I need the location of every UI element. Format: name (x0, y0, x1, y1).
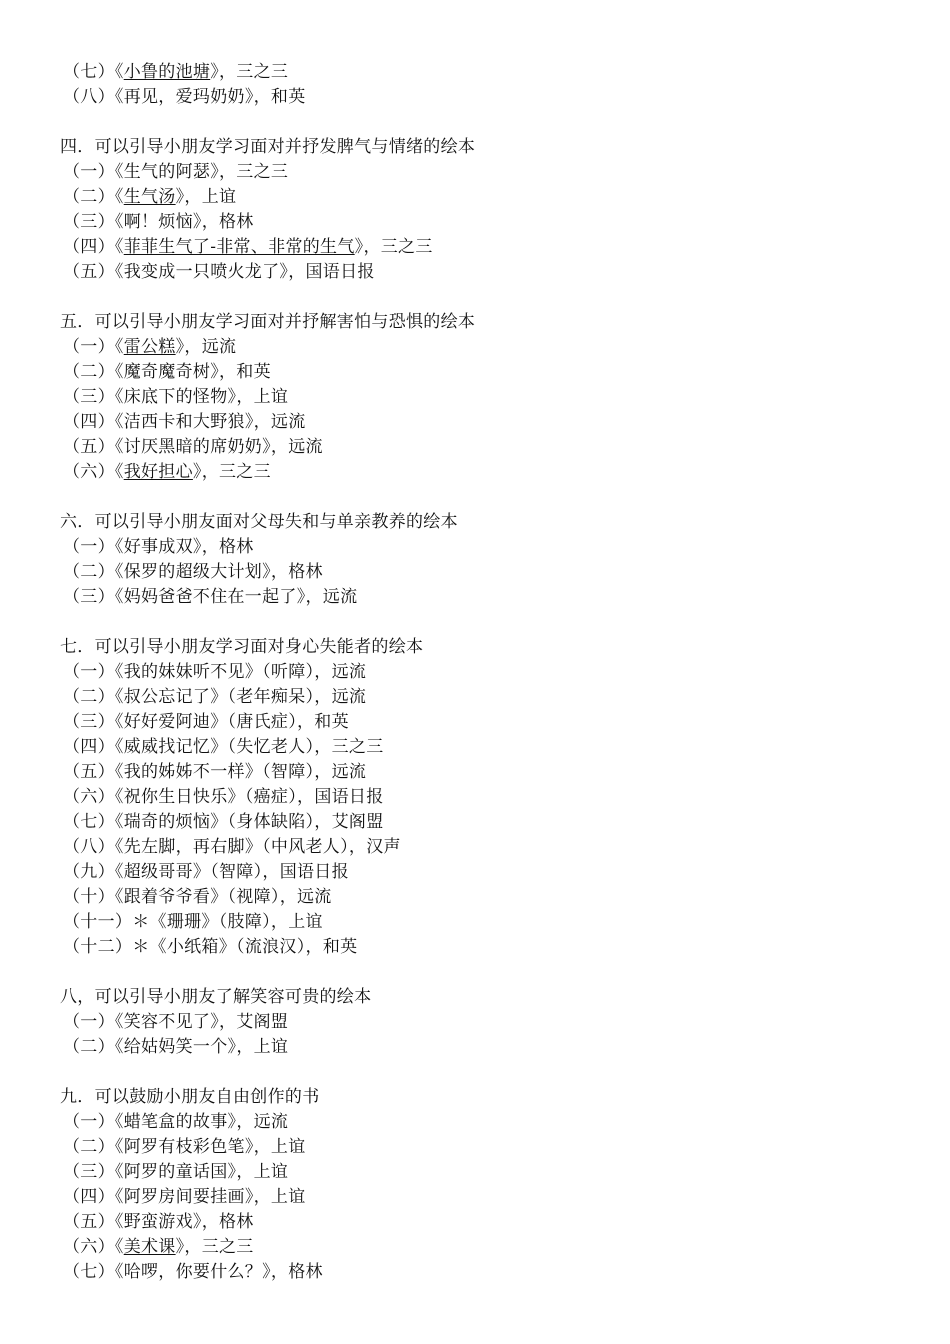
section-spacer (63, 610, 923, 635)
item-number: （六）《 (63, 462, 124, 482)
book-title: 妈妈爸爸不住在一起了 (123, 587, 297, 607)
item-publisher: 》，三之三 (210, 162, 289, 182)
section-heading: 七．可以引导小朋友学习面对身心失能者的绘本 (60, 637, 424, 657)
book-title: 笑容不见了 (123, 1012, 211, 1032)
section-spacer (63, 485, 923, 510)
item-number: （五）《 (63, 437, 124, 457)
item-number: （二）《 (63, 362, 124, 382)
item-number: （六）《 (63, 787, 124, 807)
item-publisher: 》（视障），远流 (210, 887, 332, 907)
book-list-item (63, 685, 923, 710)
section-spacer (63, 285, 923, 310)
item-publisher: 》，上谊 (227, 1162, 289, 1182)
item-number: （八）《 (63, 87, 124, 107)
book-title: 我好担心 (123, 462, 193, 482)
item-number: （三）《 (63, 1162, 124, 1182)
book-title: 雷公糕 (123, 337, 176, 357)
book-list-item (63, 60, 923, 85)
book-title: 生气的阿瑟 (123, 162, 211, 182)
item-publisher: 》，三之三 (192, 462, 271, 482)
item-publisher: 》，三之三 (354, 237, 433, 257)
item-number: （三）《 (63, 587, 124, 607)
book-title: 小纸箱 (166, 937, 219, 957)
item-number: （一）《 (63, 1012, 124, 1032)
item-publisher: 》，格林 (192, 1212, 254, 1232)
book-list-item (63, 235, 923, 260)
item-number: （一）《 (63, 537, 124, 557)
item-number: （一）《 (63, 337, 124, 357)
item-number: （二）《 (63, 687, 124, 707)
book-title: 洁西卡和大野狼 (123, 412, 245, 432)
book-title: 美术课 (123, 1237, 176, 1257)
book-title: 瑞奇的烦恼 (123, 812, 211, 832)
book-list-item (63, 385, 923, 410)
item-number: （四）《 (63, 237, 124, 257)
book-list-item (63, 160, 923, 185)
book-list-item (63, 1035, 923, 1060)
item-publisher: 》，上谊 (227, 387, 289, 407)
book-title: 好好爱阿迪 (123, 712, 211, 732)
section-heading: 五．可以引导小朋友学习面对并抒解害怕与恐惧的绘本 (60, 312, 476, 332)
item-publisher: 》，远流 (227, 1112, 289, 1132)
item-publisher: 》（身体缺陷），艾阁盟 (210, 812, 384, 832)
section-spacer (63, 960, 923, 985)
book-title: 菲菲生气了-非常、非常的生气 (123, 237, 355, 257)
book-list-item (63, 885, 923, 910)
book-title: 好事成双 (123, 537, 193, 557)
item-publisher: 》（唐氏症），和英 (210, 712, 349, 732)
book-list-item (63, 335, 923, 360)
book-list-item (63, 560, 923, 585)
item-number: （四）《 (63, 1187, 124, 1207)
book-title: 讨厌黑暗的席奶奶 (123, 437, 263, 457)
item-number: （一）《 (63, 1112, 124, 1132)
book-title: 生气汤 (123, 187, 176, 207)
book-list-item (63, 360, 923, 385)
book-list-item (63, 1160, 923, 1185)
book-list-item (63, 1210, 923, 1235)
book-list-item (63, 810, 923, 835)
book-list-item (63, 660, 923, 685)
book-list-item (63, 735, 923, 760)
item-publisher: 》，三之三 (210, 62, 289, 82)
item-publisher: 》（肢障），上谊 (201, 912, 323, 932)
book-list-item (63, 910, 923, 935)
book-title: 床底下的怪物 (123, 387, 228, 407)
book-list-item (63, 1185, 923, 1210)
item-publisher: 》（老年痴呆），远流 (210, 687, 367, 707)
book-title: 小鲁的池塘 (123, 62, 211, 82)
book-list-item (63, 860, 923, 885)
book-title: 阿罗有枝彩色笔 (123, 1137, 245, 1157)
book-list-item (63, 435, 923, 460)
book-title: 祝你生日快乐 (123, 787, 228, 807)
item-publisher: 》（癌症），国语日报 (227, 787, 384, 807)
item-number: （四）《 (63, 412, 124, 432)
item-number: （九）《 (63, 862, 124, 882)
item-number: （八）《 (63, 837, 124, 857)
book-title: 叔公忘记了 (123, 687, 211, 707)
document-body (60, 60, 923, 1285)
item-number: （二）《 (63, 1037, 124, 1057)
item-publisher: 》（中风老人），汉声 (244, 837, 401, 857)
book-list-item (63, 1260, 923, 1285)
item-number: （二）《 (63, 1137, 124, 1157)
book-list-item (63, 210, 923, 235)
book-list-item (63, 835, 923, 860)
item-number: （七）《 (63, 812, 124, 832)
book-list-item (63, 785, 923, 810)
book-list-item (63, 1135, 923, 1160)
book-title: 哈啰，你要什么？ (123, 1262, 263, 1282)
book-title: 我的妹妹听不见 (123, 662, 245, 682)
item-number: （十）《 (63, 887, 124, 907)
item-publisher: 》，上谊 (227, 1037, 289, 1057)
item-publisher: 》，远流 (296, 587, 358, 607)
book-list-item (63, 1235, 923, 1260)
item-publisher: 》，格林 (192, 537, 254, 557)
section-heading: 四．可以引导小朋友学习面对并抒发脾气与情绪的绘本 (60, 137, 476, 157)
section-spacer (63, 1060, 923, 1085)
section-heading: 六．可以引导小朋友面对父母失和与单亲教养的绘本 (60, 512, 458, 532)
book-title: 超级哥哥 (123, 862, 193, 882)
item-number: （五）《 (63, 1212, 124, 1232)
book-list-item (63, 85, 923, 110)
item-number: （五）《 (63, 762, 124, 782)
book-list-item (63, 535, 923, 560)
book-list-item (63, 260, 923, 285)
item-publisher: 》，远流 (244, 412, 306, 432)
section-heading: 八，可以引导小朋友了解笑容可贵的绘本 (60, 987, 372, 1007)
item-number: （三）《 (63, 212, 124, 232)
item-number: （十二）＊《 (63, 937, 167, 957)
book-title: 蜡笔盒的故事 (123, 1112, 228, 1132)
item-number: （二）《 (63, 187, 124, 207)
book-title: 威威找记忆 (123, 737, 211, 757)
item-number: （四）《 (63, 737, 124, 757)
book-title: 阿罗房间要挂画 (123, 1187, 245, 1207)
book-title: 给姑妈笑一个 (123, 1037, 228, 1057)
item-publisher: 》，格林 (192, 212, 254, 232)
item-publisher: 》，格林 (262, 562, 323, 582)
item-publisher: 》（智障），国语日报 (192, 862, 349, 882)
book-title: 再见，爱玛奶奶 (123, 87, 245, 107)
item-publisher: 》，远流 (175, 337, 237, 357)
item-publisher: 》，上谊 (244, 1137, 306, 1157)
section-spacer (63, 110, 923, 135)
item-number: （一）《 (63, 662, 124, 682)
item-publisher: 》，远流 (262, 437, 323, 457)
book-list-item (63, 1110, 923, 1135)
item-publisher: 》，三之三 (175, 1237, 254, 1257)
section-heading: 九．可以鼓励小朋友自由创作的书 (60, 1087, 320, 1107)
book-title: 保罗的超级大计划 (123, 562, 263, 582)
item-number: （二）《 (63, 562, 124, 582)
book-title: 魔奇魔奇树 (123, 362, 211, 382)
book-title: 我变成一只喷火龙了 (123, 262, 280, 282)
book-list-item (63, 760, 923, 785)
item-publisher: 》，格林 (262, 1262, 323, 1282)
item-publisher: 》，艾阁盟 (210, 1012, 289, 1032)
book-list-item (63, 460, 923, 485)
book-list-item (63, 410, 923, 435)
book-list-item (63, 185, 923, 210)
book-title: 啊！烦恼 (123, 212, 193, 232)
item-publisher: 》（流浪汉），和英 (218, 937, 358, 957)
item-number: （六）《 (63, 1237, 124, 1257)
item-number: （三）《 (63, 387, 124, 407)
item-publisher: 》，国语日报 (279, 262, 375, 282)
item-number: （一）《 (63, 162, 124, 182)
item-publisher: 》，和英 (210, 362, 271, 382)
item-publisher: 》，上谊 (175, 187, 237, 207)
book-title: 阿罗的童话国 (123, 1162, 228, 1182)
item-number: （七）《 (63, 1262, 124, 1282)
book-list-item (63, 585, 923, 610)
book-title: 先左脚，再右脚 (123, 837, 245, 857)
item-number: （三）《 (63, 712, 124, 732)
item-publisher: 》（失忆老人），三之三 (210, 737, 384, 757)
item-publisher: 》，和英 (244, 87, 306, 107)
item-publisher: 》（智障），远流 (244, 762, 367, 782)
book-list-item (63, 1010, 923, 1035)
book-title: 珊珊 (166, 912, 202, 932)
book-title: 我的姊姊不一样 (123, 762, 245, 782)
book-list-item (63, 935, 923, 960)
item-number: （七）《 (63, 62, 124, 82)
item-number: （十一）＊《 (63, 912, 167, 932)
item-publisher: 》（听障），远流 (244, 662, 367, 682)
item-number: （五）《 (63, 262, 124, 282)
item-publisher: 》，上谊 (244, 1187, 306, 1207)
book-title: 野蛮游戏 (123, 1212, 193, 1232)
book-title: 跟着爷爷看 (123, 887, 211, 907)
book-list-item (63, 710, 923, 735)
